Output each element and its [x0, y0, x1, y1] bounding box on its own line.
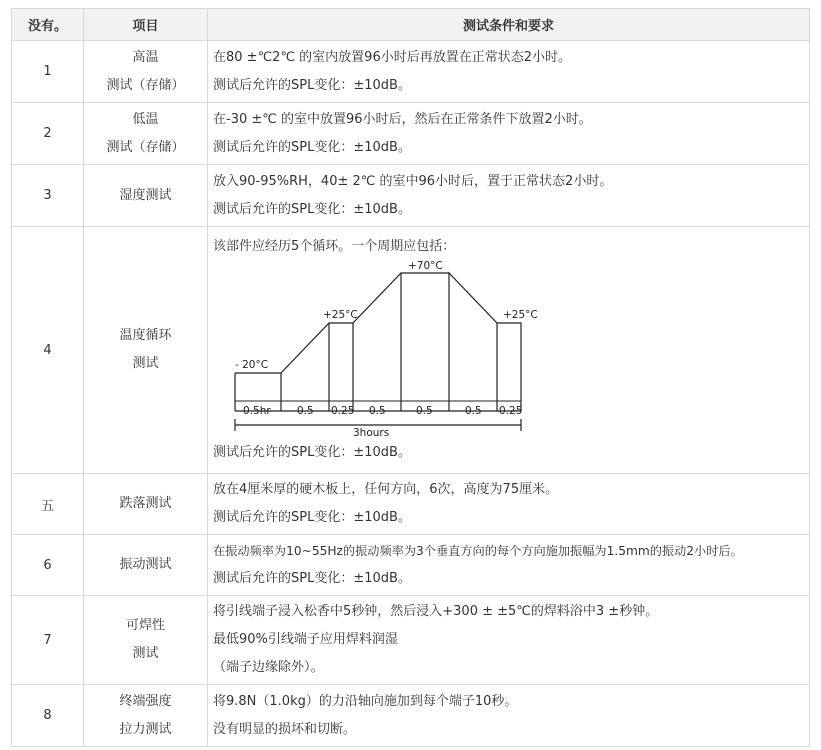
table-row [12, 41, 810, 103]
test-item-line: 测试 [132, 646, 159, 661]
header-item: 项目 [84, 9, 208, 41]
condition-line: 最低90%引线端子应用焊料润湿 [213, 632, 398, 647]
condition-line: 测试后允许的SPL变化：±10dB。 [213, 139, 411, 155]
test-conditions [208, 474, 810, 535]
table-row [12, 474, 810, 535]
test-item-line: 测试（存储） [106, 139, 185, 155]
table-row [12, 227, 810, 474]
label-plus-70c: +70°C [408, 260, 443, 272]
table-row [12, 103, 810, 165]
temperature-profile-line [235, 273, 521, 411]
row-number: 7 [12, 596, 84, 685]
test-item-line: 测试 [132, 356, 159, 371]
row-number: 3 [12, 165, 84, 227]
test-item-line: 高温 [132, 49, 159, 65]
header-no: 没有。 [12, 9, 84, 41]
test-item [84, 227, 208, 474]
condition-line: 测试后允许的SPL变化：±10dB。 [213, 445, 411, 460]
test-item [84, 474, 208, 535]
table-row [12, 596, 810, 685]
condition-line: 测试后允许的SPL变化：±10dB。 [213, 201, 411, 217]
test-item [84, 41, 208, 103]
test-conditions [208, 227, 810, 474]
test-item [84, 685, 208, 747]
table-row [12, 165, 810, 227]
condition-line: 测试后允许的SPL变化：±10dB。 [213, 77, 411, 93]
test-item-line: 可焊性 [125, 618, 165, 633]
condition-line: 在-30 ±℃ 的室中放置96小时后，然后在正常条件下放置2小时。 [213, 111, 592, 127]
row-number: 2 [12, 103, 84, 165]
condition-line: 在振动频率为10~55Hz的振动频率为3个垂直方向的每个方向施加振幅为1.5mm的振动2小时后。 [213, 544, 743, 558]
table-header-row [12, 9, 810, 41]
temperature-cycle-diagram [225, 260, 538, 439]
table-row [12, 535, 810, 596]
condition-line: 在80 ±℃2℃ 的室内放置96小时后再放置在正常状态2小时。 [213, 49, 571, 65]
row-number: 8 [12, 685, 84, 747]
segment-label: 0.5 [465, 405, 482, 417]
test-item-line: 湿度测试 [119, 187, 172, 203]
test-conditions [208, 41, 810, 103]
condition-line: 没有明显的损坏和切断。 [213, 721, 357, 737]
segment-label: 0.25 [331, 405, 355, 417]
condition-line: 测试后允许的SPL变化：±10dB。 [213, 571, 411, 586]
row-number: 6 [12, 535, 84, 596]
test-item [84, 535, 208, 596]
test-item-line: 低温 [132, 111, 159, 127]
test-conditions [208, 685, 810, 747]
table-row [12, 685, 810, 747]
test-conditions [208, 165, 810, 227]
label-minus-20c: - 20°C [235, 359, 269, 371]
total-duration-label: 3hours [353, 427, 390, 439]
segment-label: 0.5 [297, 405, 314, 417]
condition-line: 该部件应经历5个循环。一个周期应包括： [213, 239, 456, 254]
condition-line: 将引线端子浸入松香中5秒钟，然后浸入+300 ± ±5℃的焊料浴中3 ±秒钟。 [213, 604, 659, 619]
test-spec-table [11, 8, 810, 747]
segment-label: 0.25 [499, 405, 523, 417]
test-conditions [208, 596, 810, 685]
segment-label: 0.5 [416, 405, 433, 417]
test-item-line: 温度循环 [119, 328, 172, 343]
test-item [84, 165, 208, 227]
condition-line: 放入90-95%RH，40± 2℃ 的室中96小时后，置于正常状态2小时。 [213, 173, 613, 189]
label-plus-25c-left: +25°C [323, 309, 358, 321]
test-item-line: 拉力测试 [119, 721, 172, 737]
label-plus-25c-right: +25°C [503, 309, 538, 321]
condition-line: 放在4厘米厚的硬木板上，任何方向，6次，高度为75厘米。 [213, 482, 559, 497]
row-number: 五 [12, 474, 84, 535]
condition-line: 将9.8N（1.0kg）的力沿轴向施加到每个端子10秒。 [213, 693, 518, 709]
segment-label: 0.5 [369, 405, 386, 417]
row-number: 1 [12, 41, 84, 103]
test-item-line: 跌落测试 [119, 496, 172, 511]
test-conditions [208, 103, 810, 165]
test-item-line: 终端强度 [119, 693, 172, 709]
test-item [84, 103, 208, 165]
test-item-line: 测试（存储） [106, 77, 185, 93]
condition-line: （端子边缘除外）。 [213, 660, 324, 675]
row-number: 4 [12, 227, 84, 474]
test-item-line: 振动测试 [119, 557, 172, 572]
segment-label: 0.5hr [243, 405, 271, 417]
header-conditions: 测试条件和要求 [208, 9, 810, 41]
condition-line: 测试后允许的SPL变化：±10dB。 [213, 510, 411, 525]
test-conditions [208, 535, 810, 596]
test-item [84, 596, 208, 685]
